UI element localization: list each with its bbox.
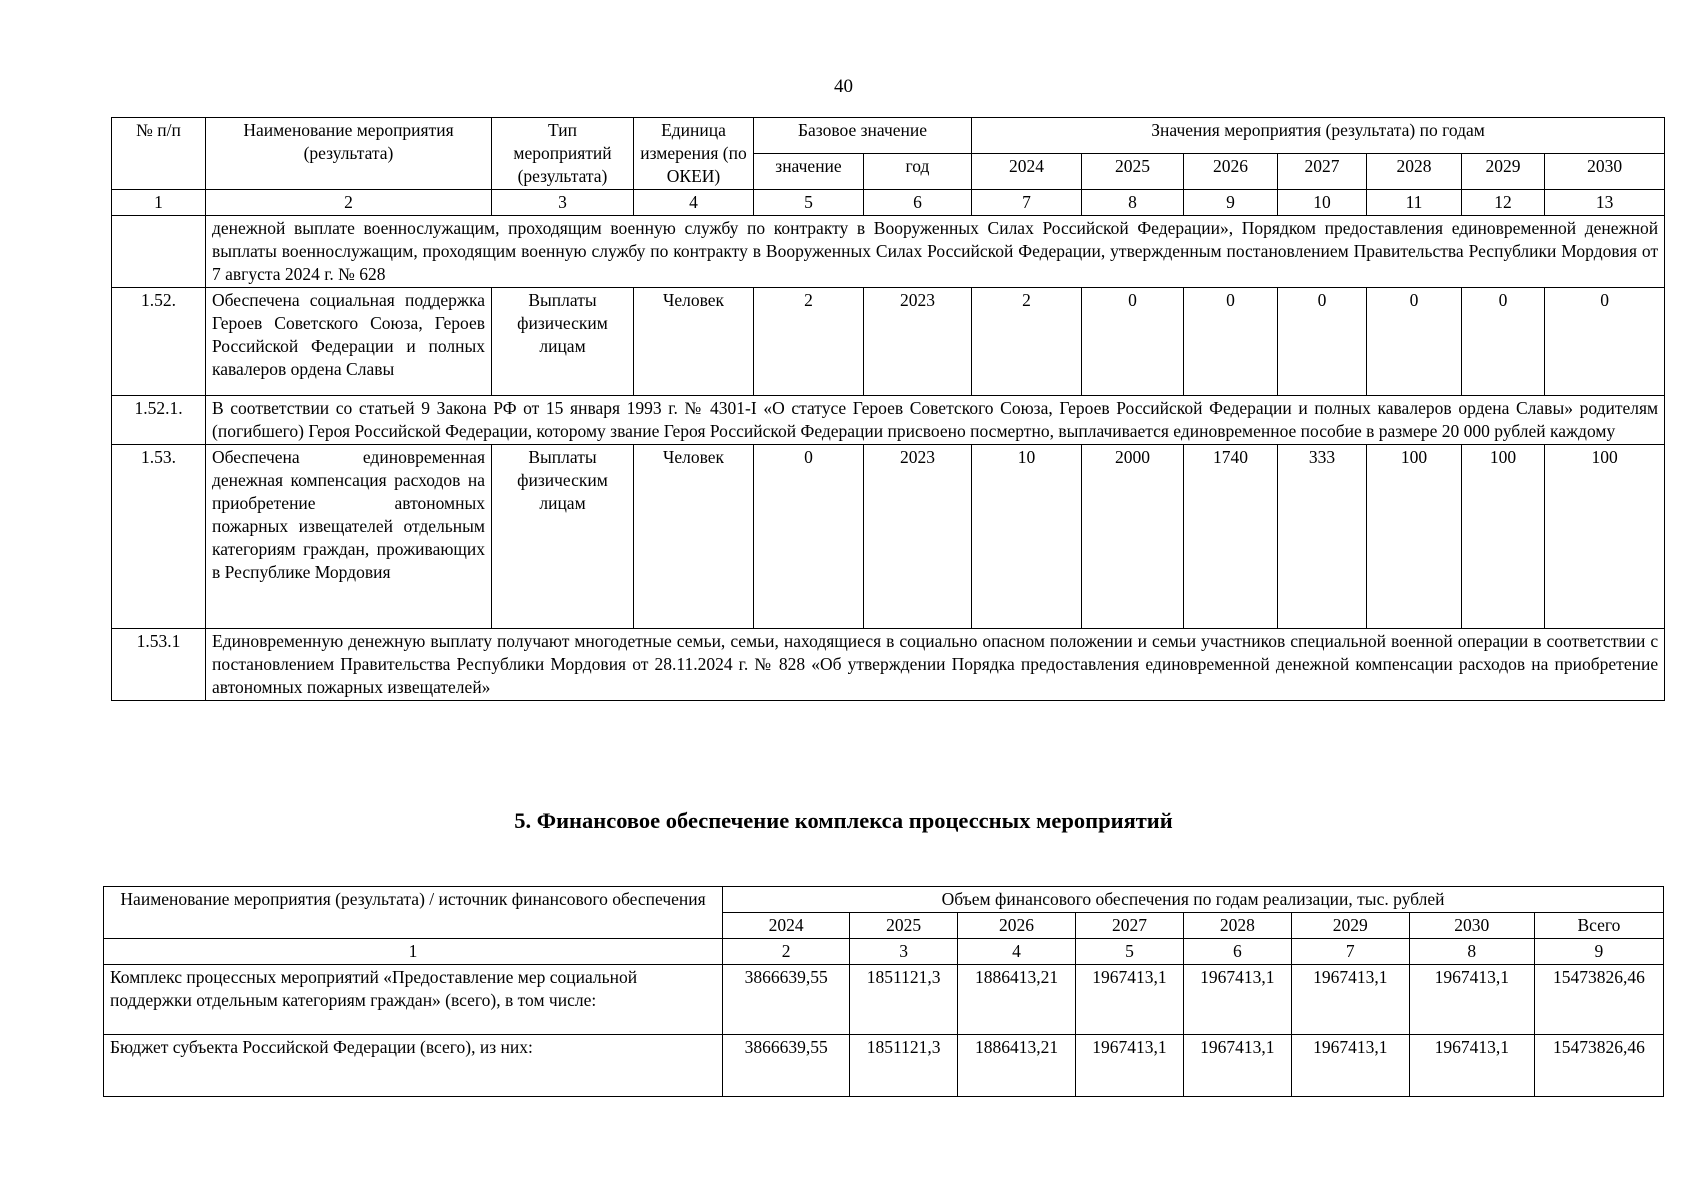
measure-unit: Человек [634, 445, 754, 629]
year-value: 100 [1545, 445, 1665, 629]
measure-name: Обеспечена единовременная денежная компенсация расходов на приобретение автономных пожарных извещателей отдельным категориям граждан, проживающих в Республике Мордовия [206, 445, 492, 629]
financing-value: 1967413,1 [1076, 965, 1184, 1035]
header-name: Наименование мероприятия (результата) / источник финансового обеспечения [104, 887, 723, 939]
col-number: 1 [104, 939, 723, 965]
header-years-title: Значения мероприятия (результата) по годам [972, 118, 1665, 154]
financing-total: 15473826,46 [1534, 1035, 1663, 1097]
header-num: № п/п [112, 118, 206, 190]
financing-row [104, 1035, 1664, 1097]
financing-total: 15473826,46 [1534, 965, 1663, 1035]
base-year: 2023 [864, 445, 972, 629]
financing-value: 1967413,1 [1076, 1035, 1184, 1097]
year-value: 0 [1184, 288, 1278, 396]
col-number: 8 [1082, 190, 1184, 216]
year-value: 100 [1462, 445, 1545, 629]
header-year: 2026 [958, 913, 1076, 939]
header-unit: Единица измерения (по ОКЕИ) [634, 118, 754, 190]
col-number: 1 [112, 190, 206, 216]
base-value: 0 [754, 445, 864, 629]
header-type: Тип мероприятий (результата) [492, 118, 634, 190]
financing-value: 3866639,55 [723, 1035, 850, 1097]
header-year: 2027 [1278, 154, 1367, 190]
row-number [112, 216, 206, 288]
col-number: 7 [972, 190, 1082, 216]
header-year: 2025 [850, 913, 958, 939]
year-value: 0 [1367, 288, 1462, 396]
financing-value: 1967413,1 [1409, 1035, 1534, 1097]
financing-row [104, 965, 1664, 1035]
header-base: Базовое значение [754, 118, 972, 154]
financing-value: 1967413,1 [1183, 965, 1291, 1035]
financing-value: 1851121,3 [850, 965, 958, 1035]
header-year: 2026 [1184, 154, 1278, 190]
col-number: 6 [864, 190, 972, 216]
base-value: 2 [754, 288, 864, 396]
row-number: 1.53.1 [112, 629, 206, 701]
header-year: 2027 [1076, 913, 1184, 939]
year-value: 0 [1462, 288, 1545, 396]
year-value: 333 [1278, 445, 1367, 629]
col-number: 3 [492, 190, 634, 216]
year-value: 10 [972, 445, 1082, 629]
measures-table [111, 117, 1665, 701]
measure-row [112, 445, 1665, 629]
col-number: 3 [850, 939, 958, 965]
header-year: 2025 [1082, 154, 1184, 190]
col-number: 2 [206, 190, 492, 216]
header-volume-title: Объем финансового обеспечения по годам реализации, тыс. рублей [723, 887, 1664, 913]
col-number: 4 [634, 190, 754, 216]
col-number: 13 [1545, 190, 1665, 216]
year-value: 2000 [1082, 445, 1184, 629]
financing-value: 1886413,21 [958, 965, 1076, 1035]
note-row [112, 396, 1665, 445]
year-value: 0 [1082, 288, 1184, 396]
year-value: 100 [1367, 445, 1462, 629]
col-number: 11 [1367, 190, 1462, 216]
header-year: 2029 [1291, 913, 1409, 939]
col-number: 12 [1462, 190, 1545, 216]
year-value: 1740 [1184, 445, 1278, 629]
col-number: 7 [1291, 939, 1409, 965]
note-text: В соответствии со статьей 9 Закона РФ от 15 января 1993 г. № 4301-I «О статусе Героев Советского Союза, Героев Российской Федерации и полных кавалеров ордена Славы» родителям (погибшего) Героя Российской Федерации, которому звание Героя Российской Федерации присвоено посмертно, выплачивается единовременное пособие в размере 20 000 рублей каждому [206, 396, 1665, 445]
financing-name: Комплекс процессных мероприятий «Предоставление мер социальной поддержки отдельным категориям граждан» (всего), в том числе: [104, 965, 723, 1035]
header-year: 2030 [1545, 154, 1665, 190]
col-number: 2 [723, 939, 850, 965]
year-value: 2 [972, 288, 1082, 396]
header-row-1 [104, 887, 1664, 913]
measure-name: Обеспечена социальная поддержка Героев Советского Союза, Героев Российской Федерации и полных кавалеров ордена Славы [206, 288, 492, 396]
measure-type: Выплаты физическим лицам [492, 288, 634, 396]
row-number: 1.52. [112, 288, 206, 396]
note-text: Единовременную денежную выплату получают многодетные семьи, семьи, находящиеся в социально опасном положении и семьи участников специальной военной операции в соответствии с постановлением Правительства Республики Мордовия от 28.11.2024 г. № 828 «Об утверждении Порядка предоставления единовременной денежной компенсации расходов на приобретение автономных пожарных извещателей» [206, 629, 1665, 701]
header-base-value: значение [754, 154, 864, 190]
year-value: 0 [1545, 288, 1665, 396]
note-row [112, 629, 1665, 701]
measure-type: Выплаты физическим лицам [492, 445, 634, 629]
col-number: 4 [958, 939, 1076, 965]
financing-value: 1886413,21 [958, 1035, 1076, 1097]
row-number: 1.52.1. [112, 396, 206, 445]
section-title: 5. Финансовое обеспечение комплекса процессных мероприятий [514, 808, 1173, 833]
row-number: 1.53. [112, 445, 206, 629]
note-row [112, 216, 1665, 288]
column-number-row [112, 190, 1665, 216]
financing-value: 1967413,1 [1183, 1035, 1291, 1097]
col-number: 5 [1076, 939, 1184, 965]
financing-table [103, 886, 1664, 1097]
financing-value: 1967413,1 [1291, 1035, 1409, 1097]
col-number: 9 [1184, 190, 1278, 216]
header-name: Наименование мероприятия (результата) [206, 118, 492, 190]
measure-unit: Человек [634, 288, 754, 396]
col-number: 10 [1278, 190, 1367, 216]
financing-value: 1851121,3 [850, 1035, 958, 1097]
col-number: 9 [1534, 939, 1663, 965]
financing-name: Бюджет субъекта Российской Федерации (всего), из них: [104, 1035, 723, 1097]
header-year: 2024 [723, 913, 850, 939]
col-number: 5 [754, 190, 864, 216]
base-year: 2023 [864, 288, 972, 396]
header-year: 2029 [1462, 154, 1545, 190]
header-year: 2030 [1409, 913, 1534, 939]
year-value: 0 [1278, 288, 1367, 396]
note-text: денежной выплате военнослужащим, проходящим военную службу по контракту в Вооруженных Силах Российской Федерации», Порядком предоставления единовременной денежной выплаты военнослужащим, проходящим военную службу по контракту в Вооруженных Силах Российской Федерации, утвержденным постановлением Правительства Республики Мордовия от 7 августа 2024 г. № 628 [206, 216, 1665, 288]
financing-value: 1967413,1 [1409, 965, 1534, 1035]
header-year: 2028 [1183, 913, 1291, 939]
page-number: 40 [834, 76, 853, 97]
header-row-1 [112, 118, 1665, 154]
measure-row [112, 288, 1665, 396]
col-number: 6 [1183, 939, 1291, 965]
header-total: Всего [1534, 913, 1663, 939]
col-number: 8 [1409, 939, 1534, 965]
column-number-row [104, 939, 1664, 965]
financing-value: 3866639,55 [723, 965, 850, 1035]
header-base-year: год [864, 154, 972, 190]
financing-value: 1967413,1 [1291, 965, 1409, 1035]
header-year: 2024 [972, 154, 1082, 190]
header-year: 2028 [1367, 154, 1462, 190]
